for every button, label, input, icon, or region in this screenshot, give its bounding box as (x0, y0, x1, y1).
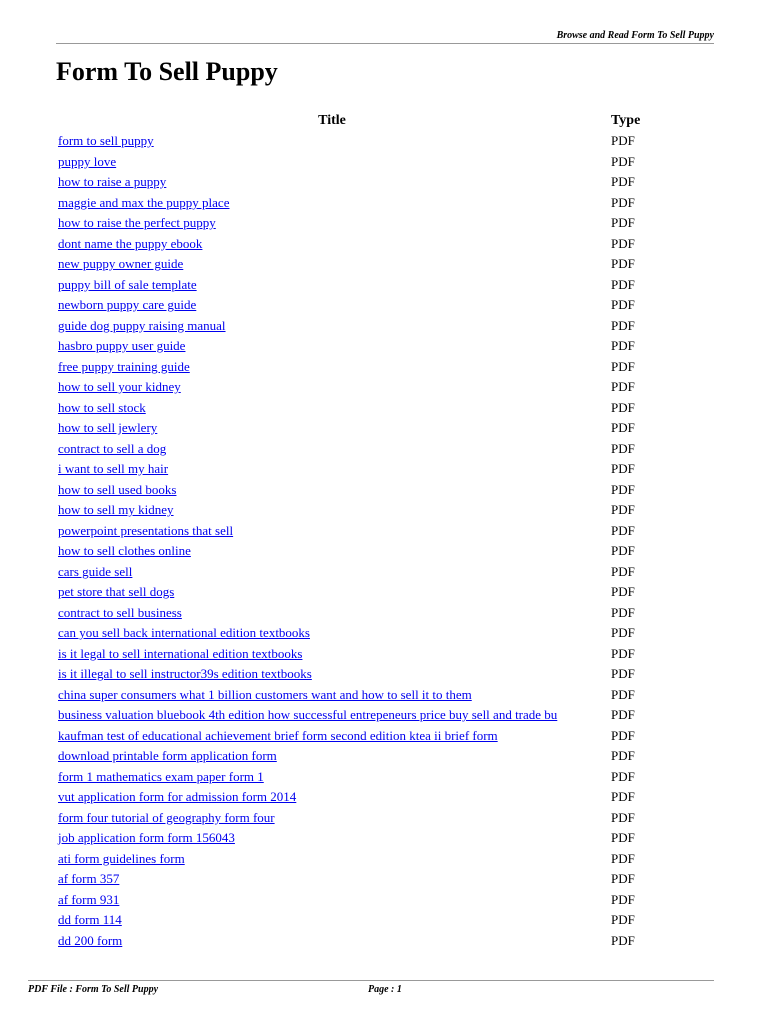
type-cell: PDF (611, 194, 635, 210)
title-cell (56, 234, 608, 255)
table-row (56, 931, 642, 952)
document-link[interactable]: ati form guidelines form (58, 850, 185, 866)
type-cell: PDF (611, 789, 635, 805)
table-row (56, 357, 642, 378)
table-row (56, 767, 642, 788)
document-link[interactable]: dd 200 form (58, 932, 123, 948)
type-cell: PDF (611, 912, 635, 928)
table-row (56, 418, 642, 439)
title-cell (56, 295, 608, 316)
table-row (56, 234, 642, 255)
document-link[interactable]: how to sell your kidney (58, 379, 181, 395)
table-row (56, 828, 642, 849)
title-cell (56, 910, 608, 931)
document-link[interactable]: contract to sell a dog (58, 440, 167, 456)
title-column-header: Title (318, 112, 346, 128)
document-link[interactable]: i want to sell my hair (58, 461, 169, 477)
title-cell (56, 869, 608, 890)
type-cell: PDF (611, 440, 635, 456)
table-row (56, 869, 642, 890)
title-cell (56, 685, 608, 706)
table-row (56, 890, 642, 911)
footer-file-label: PDF File : Form To Sell Puppy (28, 984, 159, 995)
document-link[interactable]: how to sell my kidney (58, 502, 174, 518)
document-link[interactable]: how to sell clothes online (58, 543, 191, 559)
footer-divider (28, 980, 714, 981)
table-row (56, 623, 642, 644)
title-cell (56, 726, 608, 747)
document-link[interactable]: how to raise a puppy (58, 174, 167, 190)
type-cell: PDF (611, 174, 635, 190)
title-cell (56, 849, 608, 870)
document-link[interactable]: how to sell used books (58, 481, 177, 497)
table-row (56, 685, 642, 706)
title-cell (56, 357, 608, 378)
title-cell (56, 890, 608, 911)
document-link[interactable]: new puppy owner guide (58, 256, 184, 272)
title-cell (56, 808, 608, 829)
table-row (56, 644, 642, 665)
type-cell: PDF (611, 563, 635, 579)
title-cell (56, 541, 608, 562)
type-cell: PDF (611, 666, 635, 682)
table-row (56, 295, 642, 316)
title-cell (56, 787, 608, 808)
document-link[interactable]: hasbro puppy user guide (58, 338, 186, 354)
type-cell: PDF (611, 215, 635, 231)
title-cell (56, 377, 608, 398)
table-row (56, 541, 642, 562)
type-cell: PDF (611, 133, 635, 149)
running-header: Browse and Read Form To Sell Puppy (556, 30, 714, 41)
document-link[interactable]: newborn puppy care guide (58, 297, 197, 313)
table-header-row (56, 110, 642, 131)
title-cell (56, 828, 608, 849)
document-list-table (56, 110, 642, 951)
table-row (56, 705, 642, 726)
type-cell: PDF (611, 235, 635, 251)
type-cell: PDF (611, 481, 635, 497)
title-cell (56, 705, 608, 726)
table-row (56, 787, 642, 808)
type-cell: PDF (611, 379, 635, 395)
document-link[interactable]: business valuation bluebook 4th edition how successful entrepeneurs price buy sell and trade bu (58, 707, 558, 723)
document-link[interactable]: powerpoint presentations that sell (58, 522, 234, 538)
type-cell: PDF (611, 297, 635, 313)
table-row (56, 480, 642, 501)
table-row (56, 603, 642, 624)
table-row (56, 316, 642, 337)
type-cell: PDF (611, 358, 635, 374)
document-link[interactable]: vut application form for admission form 2014 (58, 789, 297, 805)
title-cell (56, 193, 608, 214)
document-title: Form To Sell Puppy (56, 57, 278, 86)
type-cell: PDF (611, 748, 635, 764)
type-cell: PDF (611, 891, 635, 907)
type-cell: PDF (611, 317, 635, 333)
document-link[interactable]: dont name the puppy ebook (58, 235, 203, 251)
title-cell (56, 603, 608, 624)
document-link[interactable]: puppy love (58, 153, 117, 169)
document-link[interactable]: form 1 mathematics exam paper form 1 (58, 768, 264, 784)
type-cell: PDF (611, 809, 635, 825)
title-cell (56, 644, 608, 665)
type-cell: PDF (611, 543, 635, 559)
table-row (56, 172, 642, 193)
title-cell (56, 582, 608, 603)
document-link[interactable]: is it legal to sell international edition textbooks (58, 645, 303, 661)
title-cell (56, 213, 608, 234)
type-cell: PDF (611, 399, 635, 415)
document-link[interactable]: maggie and max the puppy place (58, 194, 230, 210)
title-cell (56, 316, 608, 337)
title-cell (56, 480, 608, 501)
type-cell: PDF (611, 932, 635, 948)
title-cell (56, 152, 608, 173)
document-link[interactable]: can you sell back international edition textbooks (58, 625, 310, 641)
table-row (56, 910, 642, 931)
type-cell: PDF (611, 727, 635, 743)
document-link[interactable]: kaufman test of educational achievement brief form second edition ktea ii brief form (58, 727, 498, 743)
type-cell: PDF (611, 276, 635, 292)
title-cell (56, 459, 608, 480)
title-cell (56, 623, 608, 644)
title-cell (56, 275, 608, 296)
table-row (56, 254, 642, 275)
type-cell: PDF (611, 645, 635, 661)
type-cell: PDF (611, 830, 635, 846)
document-link[interactable]: pet store that sell dogs (58, 584, 175, 600)
title-cell (56, 336, 608, 357)
table-row (56, 275, 642, 296)
type-cell: PDF (611, 502, 635, 518)
title-cell (56, 398, 608, 419)
table-row (56, 459, 642, 480)
type-cell: PDF (611, 871, 635, 887)
document-link[interactable]: download printable form application form (58, 748, 277, 764)
document-link[interactable]: cars guide sell (58, 563, 133, 579)
table-row (56, 131, 642, 152)
type-cell: PDF (611, 686, 635, 702)
document-link[interactable]: af form 357 (58, 871, 120, 887)
document-link[interactable]: af form 931 (58, 891, 120, 907)
table-row (56, 808, 642, 829)
document-link[interactable]: puppy bill of sale template (58, 276, 197, 292)
type-cell: PDF (611, 461, 635, 477)
table-row (56, 193, 642, 214)
header-divider (56, 43, 714, 44)
table-row (56, 398, 642, 419)
document-link[interactable]: form to sell puppy (58, 133, 154, 149)
table-row (56, 664, 642, 685)
title-cell (56, 500, 608, 521)
table-row (56, 562, 642, 583)
table-row (56, 336, 642, 357)
title-cell (56, 931, 608, 952)
type-cell: PDF (611, 707, 635, 723)
title-cell (56, 746, 608, 767)
title-cell (56, 562, 608, 583)
table-body (56, 131, 642, 951)
footer-page-number: Page : 1 (368, 984, 402, 995)
type-cell: PDF (611, 420, 635, 436)
title-cell (56, 172, 608, 193)
document-link[interactable]: guide dog puppy raising manual (58, 317, 226, 333)
title-cell (56, 664, 608, 685)
table-row (56, 213, 642, 234)
table-row (56, 152, 642, 173)
document-link[interactable]: is it illegal to sell instructor39s edition textbooks (58, 666, 312, 682)
type-cell: PDF (611, 584, 635, 600)
table-row (56, 500, 642, 521)
table-row (56, 582, 642, 603)
type-cell: PDF (611, 604, 635, 620)
document-link[interactable]: free puppy training guide (58, 358, 190, 374)
type-cell: PDF (611, 256, 635, 272)
type-column-header: Type (611, 112, 641, 128)
title-cell (56, 439, 608, 460)
type-cell: PDF (611, 850, 635, 866)
title-cell (56, 767, 608, 788)
document-link[interactable]: how to sell stock (58, 399, 146, 415)
type-cell: PDF (611, 153, 635, 169)
type-cell: PDF (611, 768, 635, 784)
table-row (56, 439, 642, 460)
document-link[interactable]: dd form 114 (58, 912, 122, 928)
table-row (56, 726, 642, 747)
type-cell: PDF (611, 338, 635, 354)
type-cell: PDF (611, 522, 635, 538)
title-cell (56, 521, 608, 542)
document-link[interactable]: how to sell jewlery (58, 420, 158, 436)
document-link[interactable]: china super consumers what 1 billion customers want and how to sell it to them (58, 686, 472, 702)
document-link[interactable]: job application form form 156043 (58, 830, 235, 846)
table-row (56, 377, 642, 398)
document-link[interactable]: how to raise the perfect puppy (58, 215, 216, 231)
document-link[interactable]: form four tutorial of geography form four (58, 809, 275, 825)
table-row (56, 521, 642, 542)
title-cell (56, 131, 608, 152)
type-cell: PDF (611, 625, 635, 641)
document-link[interactable]: contract to sell business (58, 604, 182, 620)
title-cell (56, 254, 608, 275)
title-cell (56, 418, 608, 439)
table-row (56, 746, 642, 767)
table-row (56, 849, 642, 870)
